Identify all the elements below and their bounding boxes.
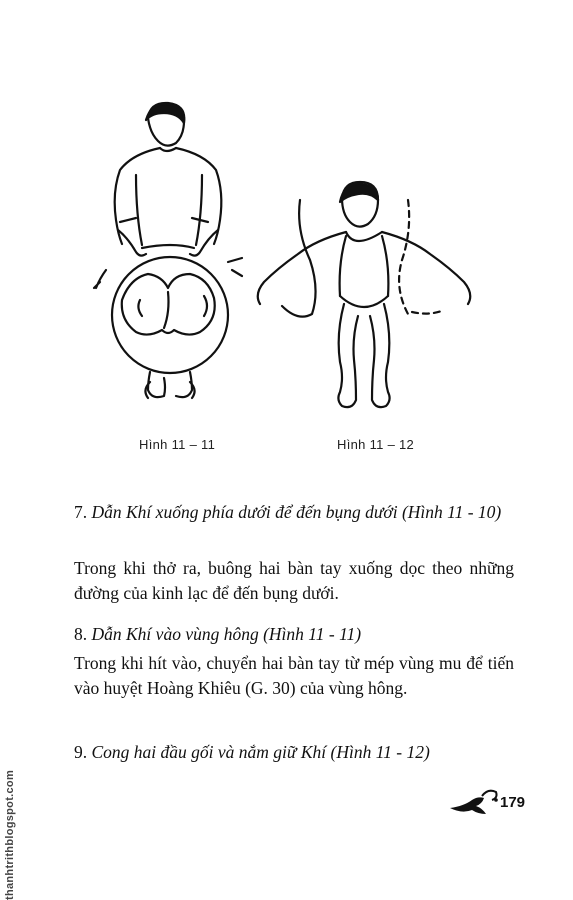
figure-hands-at-groin-with-inset-icon xyxy=(94,103,242,398)
section-8-heading: 8. Dẫn Khí vào vùng hông (Hình 11 - 11) xyxy=(74,624,362,644)
section-8-body: Trong khi hít vào, chuyển hai bàn tay từ mép vùng mu để tiến vào huyệt Hoàng Khiêu (G. 30) của vùng hông. xyxy=(74,653,514,698)
section-7-heading: 7. Dẫn Khí xuống phía dưới để đến bụng dưới (Hình 11 - 10) xyxy=(74,502,502,522)
figure-caption-11-12: Hình 11 – 12 xyxy=(337,437,415,452)
section-9-heading: 9. Cong hai đầu gối và nắm giữ Khí (Hình 11 - 12) xyxy=(74,742,430,762)
watermark: thanhtrithblogspot.com xyxy=(4,769,16,900)
leaping-fish-ornament-icon xyxy=(448,786,506,816)
figure-caption-11-11: Hình 11 – 11 xyxy=(139,437,216,452)
figure-bent-knees-arms-out-icon xyxy=(258,182,471,407)
page-number: 179 xyxy=(500,794,526,811)
section-7-body: Trong khi thở ra, buông hai bàn tay xuống dọc theo những đường của kinh lạc để đến bụng dưới. xyxy=(74,558,514,603)
